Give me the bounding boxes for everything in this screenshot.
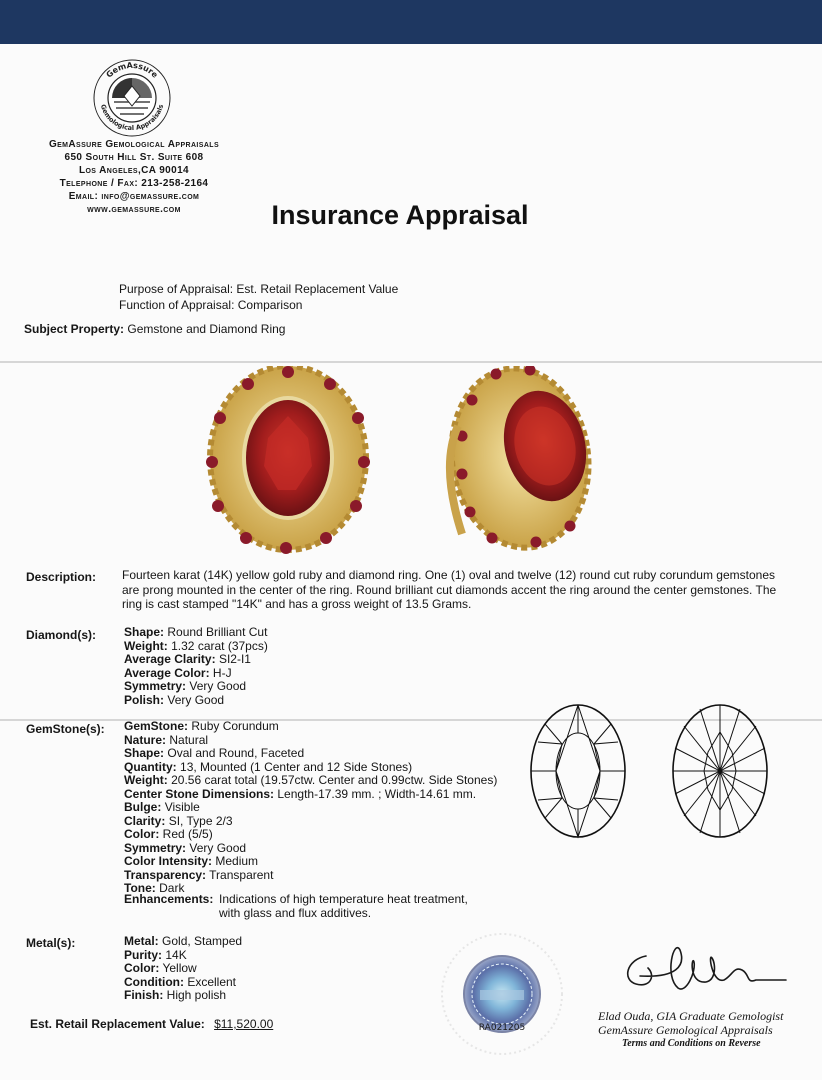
gemstone-type-row: GemStone: Ruby Corundum bbox=[124, 719, 279, 733]
gemstone-quantity-row: Quantity: 13, Mounted (1 Center and 12 Side Stones) bbox=[124, 759, 413, 774]
paper-fold-line bbox=[0, 361, 822, 363]
company-city: Los Angeles,CA 90014 bbox=[78, 165, 190, 176]
company-website: www.gemassure.com bbox=[87, 204, 181, 215]
gemstone-dimensions-row: Center Stone Dimensions: Length-17.39 mm. ; Width-14.61 mm. bbox=[124, 786, 477, 801]
subject-value: Gemstone and Diamond Ring bbox=[127, 322, 286, 336]
metals-details bbox=[124, 935, 242, 1003]
hologram-seal bbox=[440, 932, 564, 1056]
metal-purity-row: Purity: 14K bbox=[124, 947, 187, 962]
gemassure-logo-seal bbox=[92, 58, 172, 138]
function-label: Function of Appraisal: bbox=[119, 298, 235, 312]
enhancements-line-2: with glass and flux additives. bbox=[219, 906, 372, 920]
diamonds-label: Diamond(s): bbox=[26, 628, 96, 642]
gemstone-weight-row: Weight: 20.56 carat total (19.57ctw. Center and 0.99ctw. Side Stones) bbox=[124, 773, 498, 787]
description-label: Description: bbox=[26, 570, 97, 584]
terms-note: Terms and Conditions on Reverse bbox=[622, 1038, 761, 1049]
signer-company: GemAssure Gemological Appraisals bbox=[598, 1023, 773, 1037]
company-phone: Telephone / Fax: 213-258-2164 bbox=[59, 178, 209, 189]
subject-label: Subject Property: bbox=[24, 322, 125, 336]
gemstones-label: GemStone(s): bbox=[26, 722, 105, 736]
document-title: Insurance Appraisal bbox=[271, 200, 529, 230]
ring-side-view bbox=[440, 366, 600, 557]
gemstone-enhancements-row bbox=[124, 892, 468, 920]
diamond-color-row: Average Color: H-J bbox=[124, 665, 232, 680]
hologram-serial: RA021205 bbox=[478, 1023, 526, 1033]
signature-block bbox=[598, 1009, 783, 1051]
diamond-clarity-row: Average Clarity: SI2-I1 bbox=[124, 652, 251, 666]
oval-cut-crown-diagram bbox=[670, 702, 770, 840]
purpose-line bbox=[119, 282, 398, 296]
diamond-polish-row: Polish: Very Good bbox=[124, 692, 225, 707]
gemstone-shape-row: Shape: Oval and Round, Faceted bbox=[124, 746, 305, 760]
gemstone-color-row: Color: Red (5/5) bbox=[124, 827, 213, 841]
enhancements-line-1: Indications of high temperature heat treatment, bbox=[219, 892, 468, 906]
diamond-shape-row: Shape: Round Brilliant Cut bbox=[124, 625, 268, 639]
svg-text:GemAssure: GemAssure bbox=[104, 60, 160, 80]
svg-text:Gemological Appraisals: Gemological Appraisals bbox=[98, 103, 166, 133]
metal-finish-row: Finish: High polish bbox=[124, 988, 227, 1002]
diamond-symmetry-row: Symmetry: Very Good bbox=[124, 679, 247, 693]
enhancements-label: Enhancements: bbox=[124, 892, 214, 906]
company-name: GemAssure Gemological Appraisals bbox=[48, 139, 220, 150]
gemstone-tone-row: Tone: Dark bbox=[124, 881, 185, 895]
metal-color-row: Color: Yellow bbox=[124, 961, 197, 975]
signer-name: Elad Ouda, GIA Graduate Gemologist bbox=[598, 1009, 784, 1023]
estimated-value bbox=[30, 1017, 273, 1031]
function-value: Comparison bbox=[237, 298, 303, 312]
ring-photo bbox=[200, 366, 620, 566]
top-header-bar bbox=[0, 0, 822, 44]
diamonds-details bbox=[124, 626, 268, 707]
purpose-value: Est. Retail Replacement Value bbox=[236, 282, 399, 296]
gemstone-intensity-row: Color Intensity: Medium bbox=[124, 854, 259, 868]
ring-front-view bbox=[206, 366, 370, 554]
metal-condition-row: Condition: Excellent bbox=[124, 974, 237, 989]
oval-cut-pavilion-diagram bbox=[528, 702, 628, 840]
description-text: Fourteen karat (14K) yellow gold ruby and diamond ring. One (1) oval and twelve (12) round cut ruby corundum gemstones are prong mounted in the center of the ring. Round brilliant cut diamonds accent the ring around the center gemstones. The ring is cast stamped "14K" and has a gross weight of 13.5 Grams. bbox=[122, 568, 777, 611]
estimate-label: Est. Retail Replacement Value: bbox=[30, 1017, 205, 1031]
function-line bbox=[119, 298, 302, 312]
gemstone-bulge-row: Bulge: Visible bbox=[124, 800, 200, 814]
gemstone-symmetry-row: Symmetry: Very Good bbox=[124, 840, 247, 855]
gemstones-details bbox=[124, 720, 497, 896]
metal-type-row: Metal: Gold, Stamped bbox=[124, 934, 243, 948]
diamond-weight-row: Weight: 1.32 carat (37pcs) bbox=[124, 638, 268, 653]
appraiser-signature bbox=[616, 936, 796, 1008]
estimate-amount: $11,520.00 bbox=[214, 1017, 274, 1031]
subject-property bbox=[24, 322, 285, 336]
company-email: Email: info@gemassure.com bbox=[68, 191, 200, 202]
metals-label: Metal(s): bbox=[26, 936, 76, 950]
gemstone-nature-row: Nature: Natural bbox=[124, 732, 209, 747]
purpose-label: Purpose of Appraisal: bbox=[119, 282, 234, 296]
company-street: 650 South Hill St. Suite 608 bbox=[64, 152, 204, 163]
gemstone-clarity-row: Clarity: SI, Type 2/3 bbox=[124, 813, 233, 828]
gemstone-transparency-row: Transparency: Transparent bbox=[124, 867, 274, 882]
